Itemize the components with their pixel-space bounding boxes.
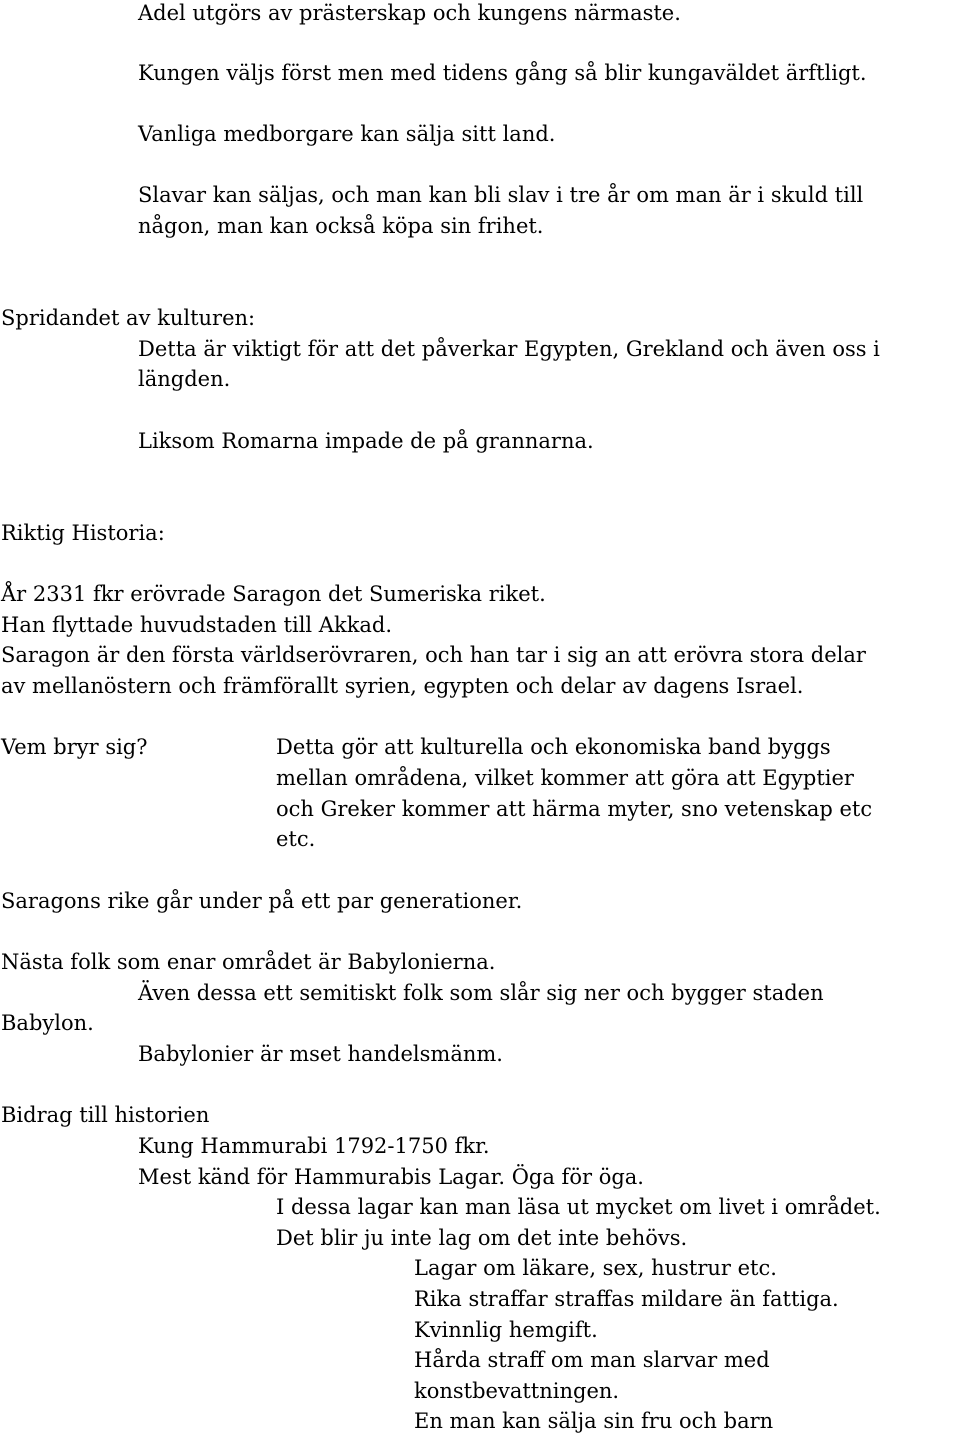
text-line: Han flyttade huvudstaden till Akkad.	[1, 613, 393, 637]
text-line: Kung Hammurabi 1792-1750 fkr.	[138, 1134, 490, 1158]
text-line: etc.	[276, 827, 316, 851]
text-line: Nästa folk som enar området är Babylonierna.	[1, 950, 496, 974]
text-line: Adel utgörs av prästerskap och kungens närmaste.	[138, 1, 681, 25]
section-heading: Bidrag till historien	[1, 1103, 210, 1127]
text-line: I dessa lagar kan man läsa ut mycket om livet i området.	[276, 1195, 881, 1219]
text-line: Rika straffar straffas mildare än fattiga.	[414, 1287, 839, 1311]
text-line: längden.	[138, 367, 231, 391]
text-line: Även dessa ett semitiskt folk som slår sig ner och bygger staden	[138, 981, 824, 1005]
side-label: Vem bryr sig?	[1, 735, 148, 759]
text-line: mellan områdena, vilket kommer att göra att Egyptier	[276, 766, 854, 790]
text-line: någon, man kan också köpa sin frihet.	[138, 214, 544, 238]
section-heading: Spridandet av kulturen:	[1, 306, 256, 330]
text-line: Det blir ju inte lag om det inte behövs.	[276, 1226, 688, 1250]
text-line: Lagar om läkare, sex, hustrur etc.	[414, 1256, 777, 1280]
text-line: och Greker kommer att härma myter, sno vetenskap etc	[276, 797, 873, 821]
text-line: Babylonier är mset handelsmänm.	[138, 1042, 503, 1066]
text-line: År 2331 fkr erövrade Saragon det Sumeriska riket.	[1, 582, 546, 606]
text-line: Detta är viktigt för att det påverkar Egypten, Grekland och även oss i	[138, 337, 880, 361]
text-line: Liksom Romarna impade de på grannarna.	[138, 429, 594, 453]
text-line: Slavar kan säljas, och man kan bli slav i tre år om man är i skuld till	[138, 183, 864, 207]
text-line: Saragons rike går under på ett par generationer.	[1, 889, 523, 913]
text-line: En man kan sälja sin fru och barn	[414, 1409, 774, 1433]
text-line: Detta gör att kulturella och ekonomiska band byggs	[276, 735, 831, 759]
text-line: Hårda straff om man slarvar med	[414, 1348, 770, 1372]
text-line: Babylon.	[1, 1011, 94, 1035]
text-line: Kungen väljs först men med tidens gång så blir kungaväldet ärftligt.	[138, 61, 867, 85]
text-line: Kvinnlig hemgift.	[414, 1318, 598, 1342]
text-line: Mest känd för Hammurabis Lagar. Öga för öga.	[138, 1165, 644, 1189]
text-line: Saragon är den första världserövraren, och han tar i sig an att erövra stora delar	[1, 643, 866, 667]
text-line: av mellanöstern och främförallt syrien, egypten och delar av dagens Israel.	[1, 674, 804, 698]
text-line: Vanliga medborgare kan sälja sitt land.	[138, 122, 556, 146]
section-heading: Riktig Historia:	[1, 521, 165, 545]
text-line: konstbevattningen.	[414, 1379, 620, 1403]
